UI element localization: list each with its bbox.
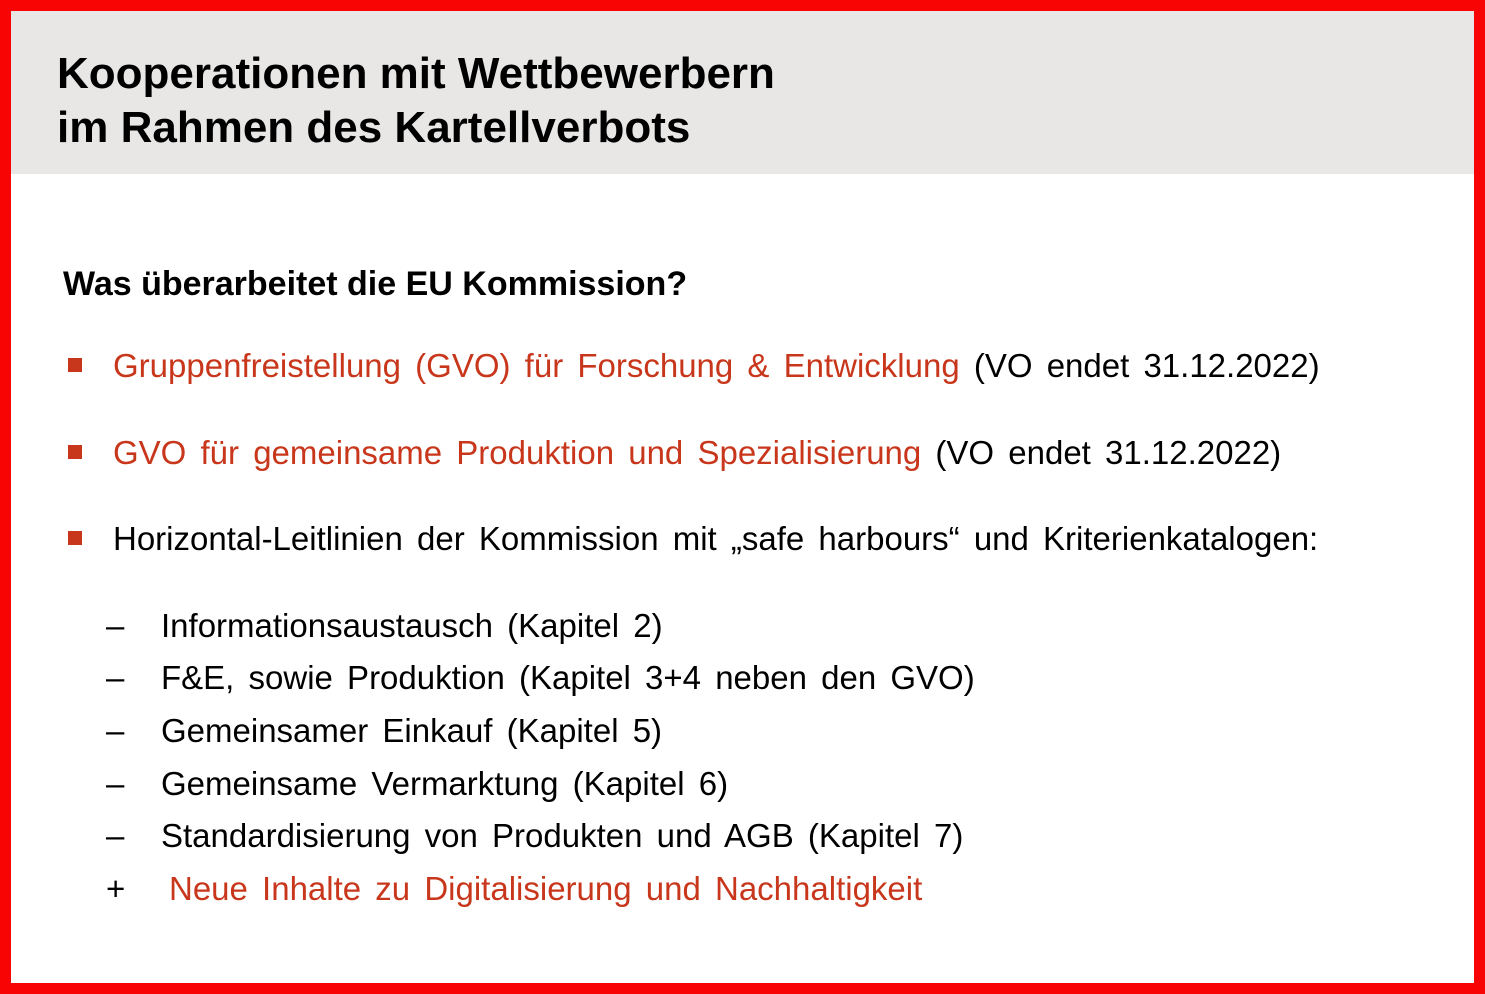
sub-item-joint-marketing [106, 764, 1440, 804]
section-heading: Was überarbeitet die EU Kommission? [63, 265, 688, 303]
bullet-text [113, 519, 1318, 559]
dash-icon: – [106, 712, 125, 750]
bullet-normal-text: Horizontal-Leitlinien der Kommission mit „safe harbours“ und Kriterienkatalogen: [113, 520, 1319, 558]
bullet-item-gvo-research [63, 346, 1440, 386]
slide-body [11, 264, 1474, 908]
sub-item-text: Informationsaustausch (Kapitel 2) [161, 606, 663, 644]
bullet-text [113, 433, 1281, 473]
bullet-highlight-text: Gruppenfreistellung (GVO) für Forschung & Entwicklung [113, 347, 960, 385]
sub-item-standardisation [106, 816, 1440, 856]
sub-item-list [63, 606, 1440, 909]
sub-item-text: F&E, sowie Produktion (Kapitel 3+4 neben den GVO) [161, 659, 975, 697]
sub-item-joint-purchasing [106, 711, 1440, 751]
square-bullet-icon [68, 358, 82, 372]
dash-icon: – [106, 817, 125, 855]
sub-item-rd-production [106, 658, 1440, 698]
square-bullet-icon [68, 531, 82, 545]
sub-item-text: Standardisierung von Produkten und AGB (Kapitel 7) [161, 817, 964, 855]
sub-item-text: Gemeinsame Vermarktung (Kapitel 6) [161, 764, 729, 802]
bullet-normal-text: (VO endet 31.12.2022) [959, 347, 1320, 385]
bullet-list [63, 346, 1440, 559]
sub-item-text: Gemeinsamer Einkauf (Kapitel 5) [161, 712, 663, 750]
sub-item-information-exchange [106, 606, 1440, 646]
sub-item-new-content [106, 869, 1440, 909]
bullet-item-gvo-production [63, 433, 1440, 473]
dash-icon: – [106, 606, 125, 644]
slide-title [57, 47, 1434, 154]
bullet-normal-text: (VO endet 31.12.2022) [921, 433, 1282, 471]
slide-title-line-2: im Rahmen des Kartellverbots [57, 102, 691, 152]
slide-title-line-1: Kooperationen mit Wettbewerbern [57, 49, 775, 98]
sub-item-text: Neue Inhalte zu Digitalisierung und Nachhaltigkeit [169, 869, 923, 907]
dash-icon: – [106, 764, 125, 802]
square-bullet-icon [68, 445, 82, 459]
bullet-text [113, 346, 1320, 386]
slide-title-band [11, 11, 1474, 174]
plus-icon: + [106, 869, 126, 907]
dash-icon: – [106, 659, 125, 697]
bullet-highlight-text: GVO für gemeinsame Produktion und Spezialisierung [113, 433, 922, 471]
bullet-item-horizontal-guidelines [63, 519, 1440, 559]
